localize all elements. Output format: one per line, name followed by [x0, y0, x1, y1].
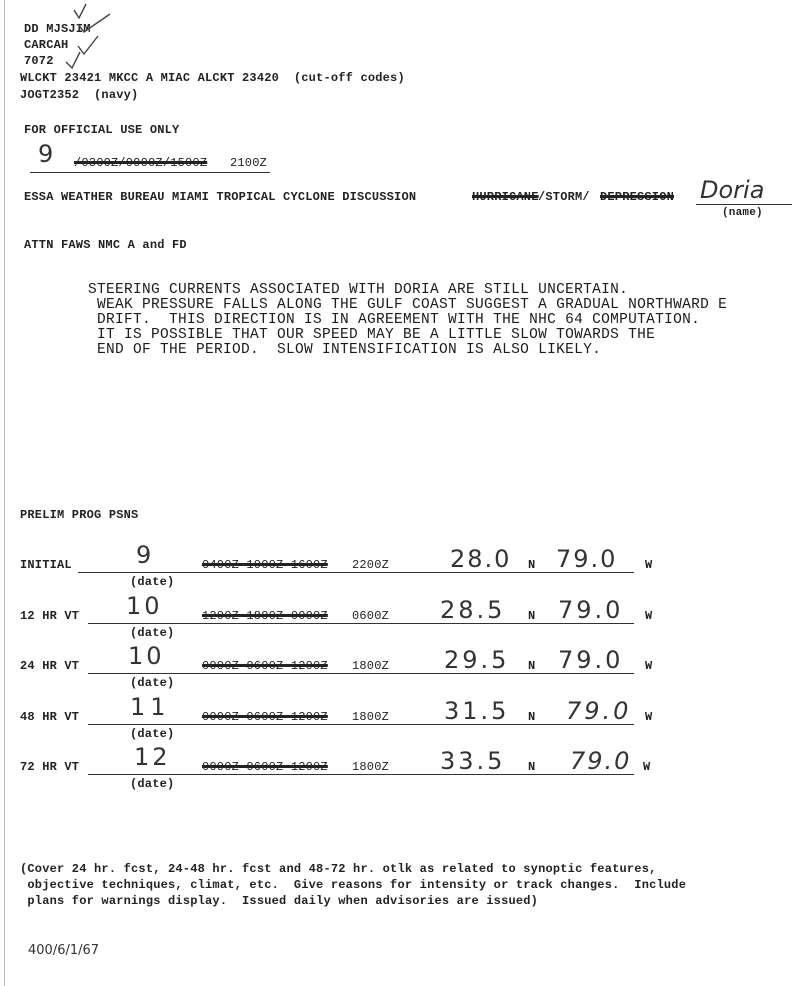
row-label: 12 HR VT: [20, 609, 80, 623]
row-date-label: (date): [130, 626, 175, 640]
row-west-label: W: [645, 710, 653, 724]
row-longitude-handwritten: 79.0: [556, 545, 618, 573]
instructions-line-1: (Cover 24 hr. fcst, 24-48 hr. fcst and 48-72 hr. otlk as related to synoptic features,: [20, 862, 657, 876]
row-underline: [88, 724, 634, 725]
row-date-handwritten: 11: [130, 693, 171, 721]
row-struck-times: 1200Z 1800Z 0000Z: [202, 609, 328, 623]
row-latitude-handwritten: 31.5: [444, 697, 510, 725]
discussion-line-5: END OF THE PERIOD. SLOW INTENSIFICATION IS ALSO LIKELY.: [88, 342, 602, 358]
row-label: 72 HR VT: [20, 760, 80, 774]
row-latitude-handwritten: 28.5: [440, 596, 506, 624]
instructions-line-3: plans for warnings display. Issued daily when advisories are issued): [20, 894, 539, 908]
classification-label: FOR OFFICIAL USE ONLY: [24, 123, 180, 137]
row-date-label: (date): [130, 727, 175, 741]
routing-line-1: DD MJSJIM: [24, 22, 91, 36]
attention-line: ATTN FAWS NMC A and FD: [24, 238, 187, 252]
row-time: 1800Z: [352, 659, 390, 673]
row-struck-times: 0000Z 0600Z 1200Z: [202, 710, 328, 724]
row-label: 24 HR VT: [20, 659, 80, 673]
row-west-label: W: [645, 659, 653, 673]
discussion-title: ESSA WEATHER BUREAU MIAMI TROPICAL CYCLONE DISCUSSION: [24, 190, 417, 204]
storm-type: /STORM/: [538, 190, 590, 204]
discussion-line-3: DRIFT. THIS DIRECTION IS IN AGREEMENT WITH THE NHC 64 COMPUTATION.: [88, 312, 701, 328]
row-latitude-handwritten: 29.5: [444, 646, 510, 674]
storm-name-underline: [696, 204, 792, 205]
struck-hurricane: HURRICANE: [472, 190, 539, 204]
routing-line-4: WLCKT 23421 MKCC A MIAC ALCKT 23420 (cut-off codes): [20, 71, 405, 85]
row-time: 0600Z: [352, 609, 390, 623]
struck-depression: DEPRESSION: [600, 190, 675, 204]
row-label: INITIAL: [20, 558, 72, 572]
row-date-handwritten: 10: [128, 642, 165, 670]
routing-line-3: 7072: [24, 54, 54, 68]
row-underline: [78, 572, 634, 573]
struck-issue-times: /0300Z/0900Z/1500Z: [74, 156, 208, 170]
discussion-line-2: WEAK PRESSURE FALLS ALONG THE GULF COAST SUGGEST A GRADUAL NORTHWARD E: [88, 297, 728, 313]
row-underline: [88, 673, 634, 674]
row-north-label: N: [528, 760, 536, 774]
row-west-label: W: [643, 760, 651, 774]
row-north-label: N: [528, 659, 536, 673]
row-date-label: (date): [130, 575, 175, 589]
issue-day-handwritten: 9: [38, 140, 54, 168]
page-edge: [4, 0, 5, 986]
row-west-label: W: [645, 609, 653, 623]
row-longitude-handwritten: 79.0: [558, 596, 624, 624]
storm-name-handwritten: Doria: [700, 176, 765, 204]
routing-line-2: CARCAH: [24, 38, 69, 52]
issue-time: 2100Z: [230, 156, 268, 170]
row-longitude-handwritten: 79.0: [558, 646, 624, 674]
row-north-label: N: [528, 609, 536, 623]
row-date-handwritten: 9: [136, 541, 152, 569]
row-struck-times: 0400Z 1000Z 1600Z: [202, 558, 328, 572]
row-latitude-handwritten: 28.0: [450, 545, 512, 573]
row-date-handwritten: 10: [126, 592, 163, 620]
prelim-title: PRELIM PROG PSNS: [20, 508, 139, 522]
form-number: 400/6/1/67: [28, 943, 100, 958]
row-north-label: N: [528, 710, 536, 724]
row-longitude-handwritten: 79.0: [566, 697, 632, 725]
issue-time-underline: [30, 172, 270, 173]
row-latitude-handwritten: 33.5: [440, 747, 506, 775]
discussion-line-4: IT IS POSSIBLE THAT OUR SPEED MAY BE A LITTLE SLOW TOWARDS THE: [88, 327, 656, 343]
row-north-label: N: [528, 558, 536, 572]
row-time: 1800Z: [352, 710, 390, 724]
row-date-label: (date): [130, 777, 175, 791]
row-struck-times: 0000Z 0600Z 1200Z: [202, 659, 328, 673]
row-time: 2200Z: [352, 558, 390, 572]
name-label: (name): [722, 207, 763, 219]
row-date-label: (date): [130, 676, 175, 690]
row-struck-times: 0000Z 0600Z 1200Z: [202, 760, 328, 774]
routing-line-5: JOGT2352 (navy): [20, 88, 139, 102]
check-marks-icon: [60, 2, 120, 82]
row-date-handwritten: 12: [134, 743, 171, 771]
row-longitude-handwritten: 79.0: [570, 747, 632, 775]
row-time: 1800Z: [352, 760, 390, 774]
row-underline: [88, 623, 634, 624]
row-west-label: W: [645, 558, 653, 572]
row-label: 48 HR VT: [20, 710, 80, 724]
discussion-line-1: STEERING CURRENTS ASSOCIATED WITH DORIA ARE STILL UNCERTAIN.: [88, 282, 629, 298]
row-underline: [88, 774, 634, 775]
instructions-line-2: objective techniques, climat, etc. Give reasons for intensity or track changes. Include: [20, 878, 687, 892]
